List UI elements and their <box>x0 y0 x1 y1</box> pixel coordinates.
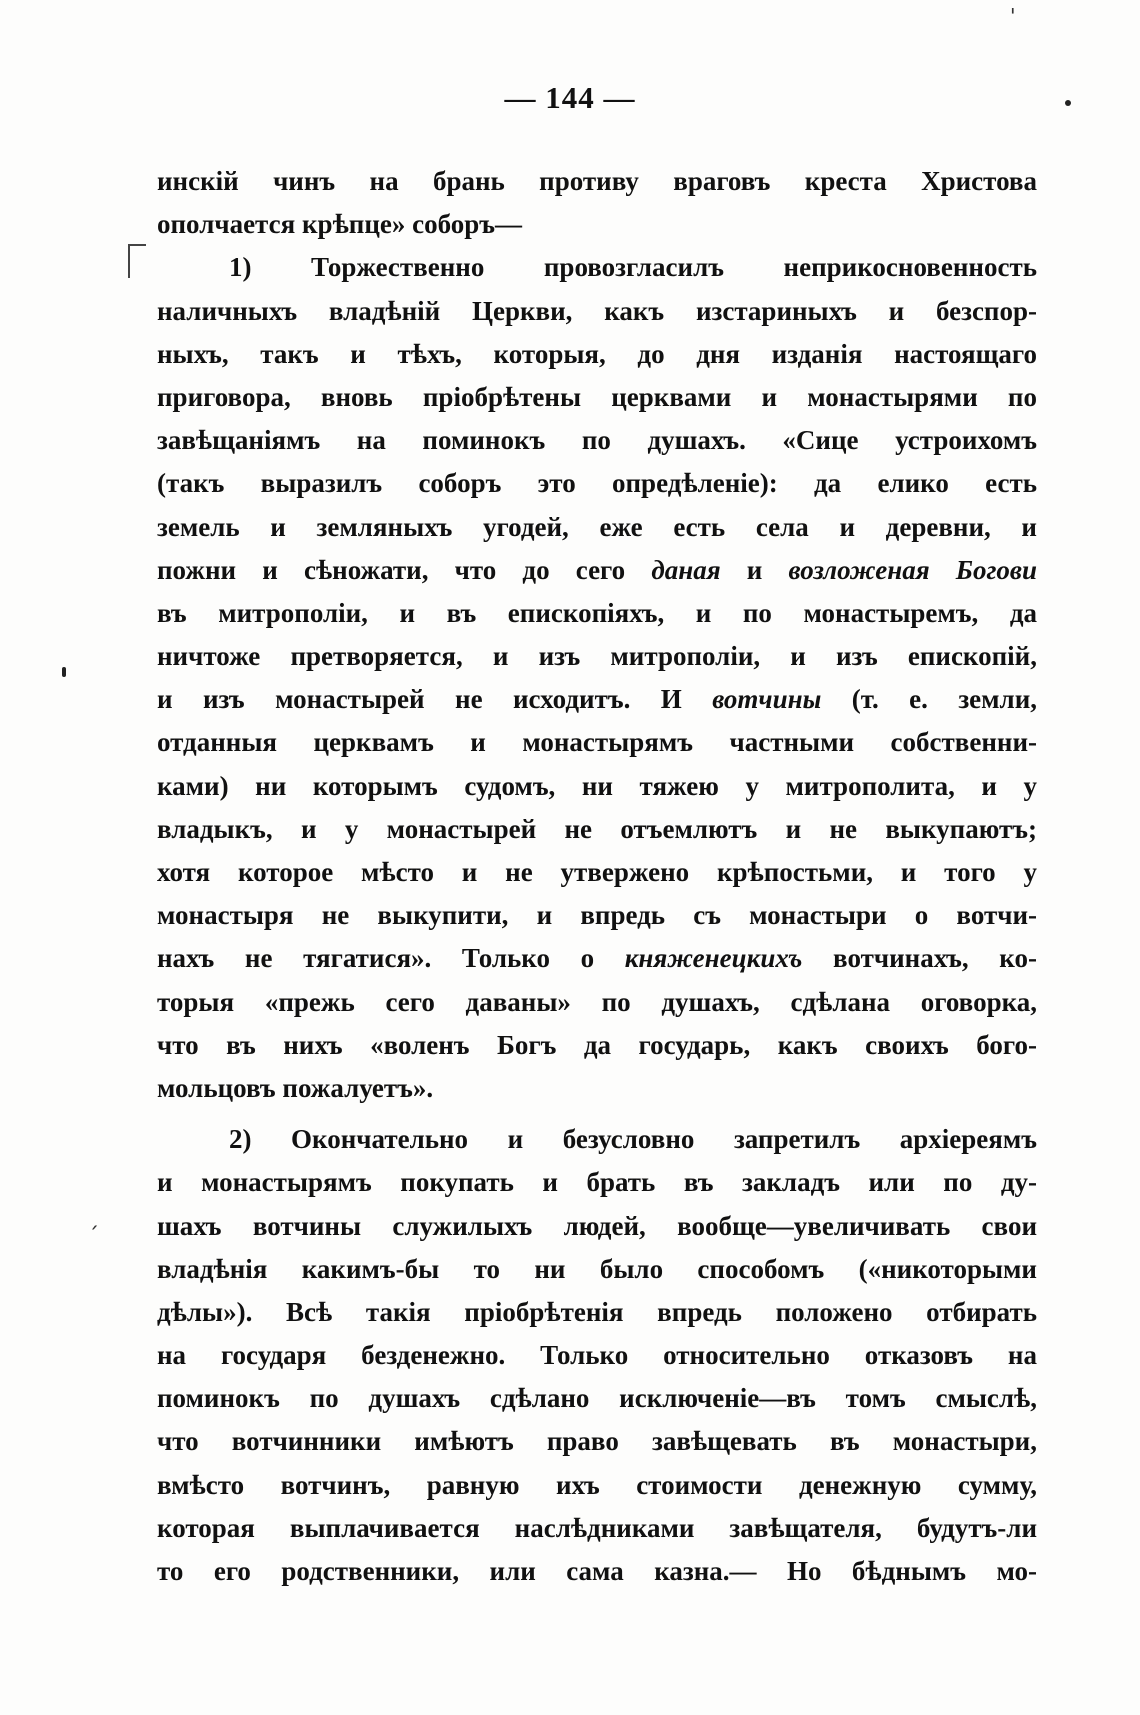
text-line: дѣлы»). Всѣ такія пріобрѣтенія впредь положено отбирать <box>157 1296 1037 1327</box>
text-line: и монастырямъ покупать и брать въ закладъ или по ду- <box>157 1167 1037 1198</box>
text-line: инскій чинъ на брань противу враговъ креста Христова <box>157 166 1037 196</box>
text-line: завѣщаніямъ на поминокъ по душахъ. «Сице устроихомъ <box>157 425 1037 456</box>
body-text <box>157 160 1037 1593</box>
text-line: ками) ни которымъ судомъ, ни тяжею у митрополита, и у <box>157 770 1037 801</box>
page-number: — 144 — <box>504 80 636 115</box>
text-line: торыя «прежь сего даваны» по душахъ, сдѣлана оговорка, <box>157 986 1037 1017</box>
text-line: ныхъ, такъ и тѣхъ, которыя, до дня изданія настоящаго <box>157 338 1037 369</box>
paragraph-gap <box>157 1110 1037 1118</box>
text-line: которая выплачивается наслѣдниками завѣщателя, будутъ-ли <box>157 1512 1037 1543</box>
margin-tick-mark <box>62 667 66 677</box>
text-line: что въ нихъ «воленъ Богъ да государь, какъ своихъ бого- <box>157 1029 1037 1060</box>
text-line: ополчается крѣпце» соборъ— <box>157 209 523 240</box>
margin-dot <box>1065 100 1071 106</box>
text-line: монастыря не выкупити, и впредь съ монастыри о вотчи- <box>157 900 1037 931</box>
text-line: наличныхъ владѣній Церкви, какъ изстариныхъ и безспор- <box>157 295 1037 326</box>
text-line: мольцовъ пожалуетъ». <box>157 1072 434 1103</box>
text-line: пожни и сѣножати, что до сего даная и возложеная Богови <box>157 554 1037 585</box>
text-line: владыкъ, и у монастырей не отъемлютъ и не выкупаютъ; <box>157 813 1037 844</box>
text-line: и изъ монастырей не исходитъ. И вотчины (т. е. земли, <box>157 684 1038 715</box>
margin-speck-mark: ' <box>1010 4 1016 28</box>
text-line: вмѣсто вотчинъ, равную ихъ стоимости денежную сумму, <box>157 1469 1037 1500</box>
text-line: ничтоже претворяется, и изъ митрополіи, и изъ епископій, <box>157 641 1037 672</box>
text-line: на государя безденежно. Только относительно отказовъ на <box>157 1340 1037 1371</box>
margin-bracket-mark <box>128 244 146 278</box>
text-line: владѣнія какимъ-бы то ни было способомъ («никоторыми <box>157 1253 1037 1284</box>
text-line: (такъ выразилъ соборъ это опредѣленіе): да елико есть <box>157 468 1037 499</box>
text-line: хотя которое мѣсто и не утвержено крѣпостьми, и того у <box>157 857 1037 887</box>
text-line: то его родственники, или сама казна.— Но бѣднымъ мо- <box>157 1556 1037 1586</box>
text-line: отданныя церквамъ и монастырямъ частными собственни- <box>157 727 1037 758</box>
text-line: что вотчинники имѣютъ право завѣщевать въ монастыри, <box>157 1426 1037 1457</box>
paragraph-1-start: 1) Торжественно провозгласилъ неприкосновенность <box>229 252 1037 283</box>
paragraph-2-start: 2) Окончательно и безусловно запретилъ архіереямъ <box>229 1124 1037 1155</box>
text-line: поминокъ по душахъ сдѣлано исключеніе—въ томъ смыслѣ, <box>157 1383 1037 1414</box>
text-line: приговора, вновь пріобрѣтены церквами и монастырями по <box>157 381 1037 412</box>
text-line: въ митрополіи, и въ епископіяхъ, и по монастыремъ, да <box>157 597 1037 628</box>
text-line: нахъ не тягатися». Только о княженецкихъ вотчинахъ, ко- <box>157 943 1037 974</box>
margin-comma-mark: ˏ <box>88 1205 99 1230</box>
text-line: земель и земляныхъ угодей, еже есть села и деревни, и <box>157 511 1037 542</box>
text-line: шахъ вотчины служилыхъ людей, вообще—увеличивать свои <box>157 1210 1037 1241</box>
